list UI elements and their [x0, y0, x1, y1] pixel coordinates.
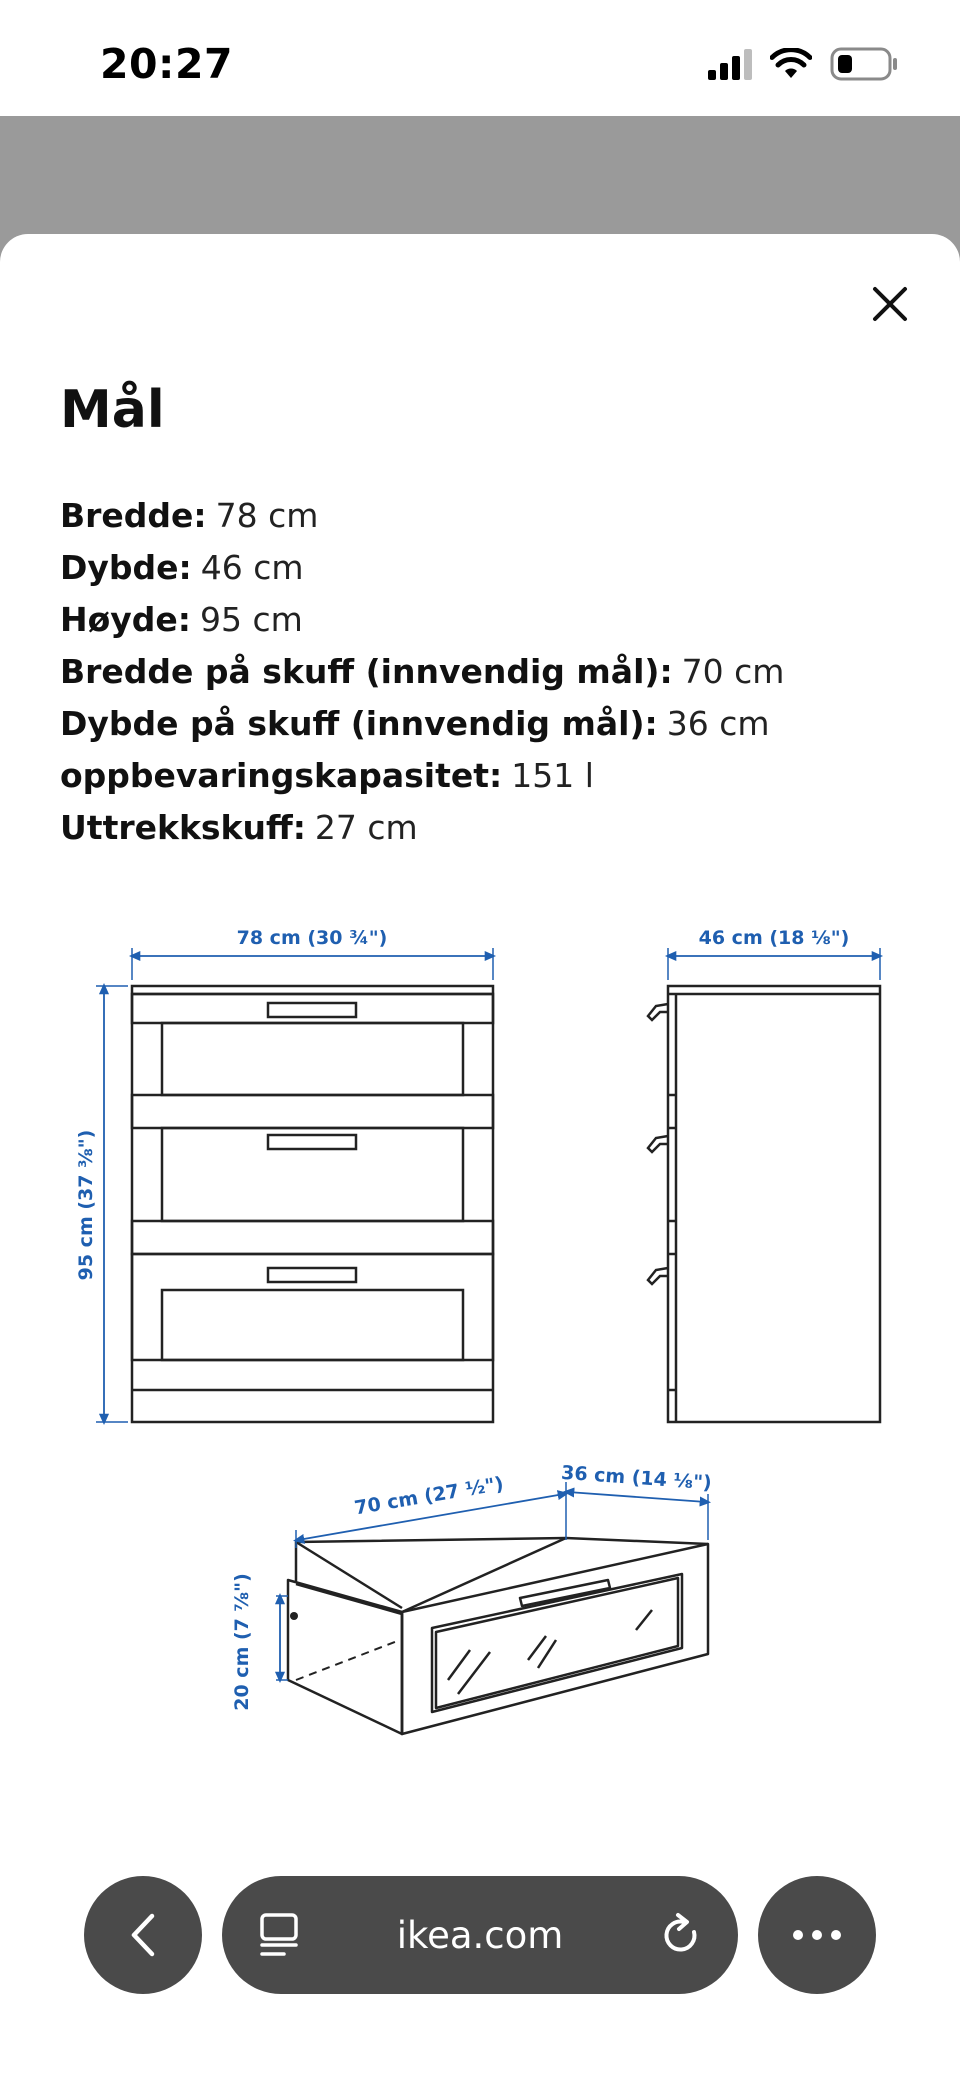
spec-row-width	[60, 490, 920, 542]
chevron-left-icon	[126, 1912, 160, 1958]
side-view	[648, 986, 880, 1422]
drawer-height-label: 20 cm (7 ⅞")	[231, 1573, 253, 1711]
spec-label: Dybde:	[60, 548, 192, 587]
spec-label: oppbevaringskapasitet:	[60, 756, 503, 795]
spec-value: 70 cm	[681, 652, 785, 691]
spec-value: 36 cm	[666, 704, 770, 743]
reload-icon[interactable]	[660, 1912, 704, 1958]
spec-row-drawer-extension	[60, 802, 920, 854]
spec-label: Bredde på skuff (innvendig mål):	[60, 652, 673, 691]
status-icons	[706, 44, 900, 84]
spec-label: Bredde:	[60, 496, 207, 535]
side-depth-dimension	[668, 948, 880, 980]
more-dots-icon	[792, 1929, 842, 1941]
spec-value: 27 cm	[314, 808, 418, 847]
drawer-depth-label: 36 cm (14 ⅛")	[560, 1461, 713, 1495]
sheet-title: Mål	[60, 380, 165, 440]
spec-label: Høyde:	[60, 600, 192, 639]
drawer-hidden-edge	[296, 1640, 400, 1680]
height-dimension	[96, 986, 128, 1422]
close-button[interactable]	[862, 276, 918, 332]
front-view	[132, 986, 493, 1422]
height-label: 95 cm (37 ⅜")	[75, 1129, 97, 1281]
spec-label: Uttrekkskuff:	[60, 808, 306, 847]
battery-icon	[830, 47, 900, 81]
close-icon	[872, 286, 908, 322]
address-bar[interactable]	[222, 1876, 738, 1994]
drawer-runner-dot	[290, 1612, 298, 1620]
cellular-signal-icon	[706, 48, 752, 80]
status-bar	[0, 0, 960, 116]
spec-row-drawer-width	[60, 646, 920, 698]
drawer-depth-dimension	[568, 1492, 708, 1540]
spec-row-capacity	[60, 750, 920, 802]
drawer-height-dimension	[276, 1596, 288, 1680]
spec-value: 95 cm	[200, 600, 303, 639]
more-menu-button[interactable]	[758, 1876, 876, 1994]
front-width-dimension	[132, 948, 493, 980]
spec-row-depth	[60, 542, 920, 594]
dimension-drawing	[0, 900, 960, 1760]
spec-value: 151 l	[511, 756, 594, 795]
drawer-view	[288, 1538, 708, 1734]
front-width-label: 78 cm (30 ¾")	[236, 927, 388, 949]
wifi-icon	[770, 48, 812, 80]
spec-row-drawer-depth	[60, 698, 920, 750]
back-button[interactable]	[84, 1876, 202, 1994]
spec-value: 78 cm	[215, 496, 319, 535]
spec-row-height	[60, 594, 920, 646]
side-depth-label: 46 cm (18 ⅛")	[698, 927, 850, 949]
spec-list	[60, 490, 920, 854]
spec-value: 46 cm	[200, 548, 304, 587]
spec-label: Dybde på skuff (innvendig mål):	[60, 704, 658, 743]
drawer-width-label: 70 cm (27 ½")	[352, 1472, 506, 1520]
address-domain: ikea.com	[396, 1914, 564, 1957]
status-time: 20:27	[100, 40, 234, 88]
